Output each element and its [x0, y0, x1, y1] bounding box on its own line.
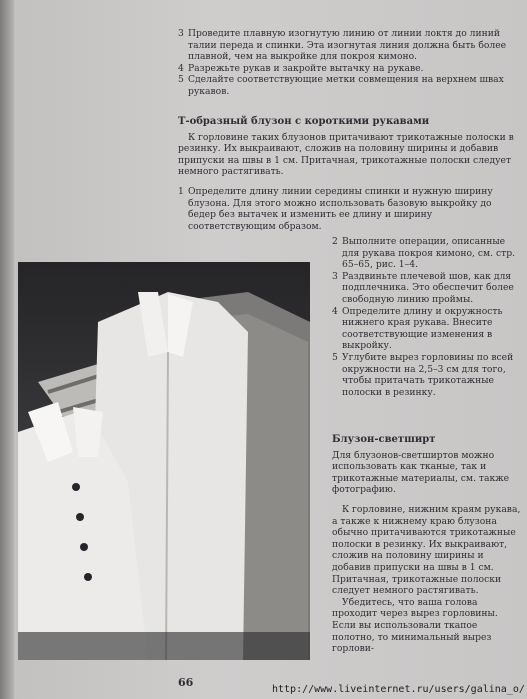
paragraph: К горловине, нижним краям рукава, а также к нижнему краю блузона обычно притачиваются трикотажные полоски в резинку. Их выкраивают, сложив на половину ширины и добавив припуски на швы в 1 см. Притачная, трикотажные полоски следует немного растягивать.	[332, 503, 521, 597]
item-text: Определите длину и окружность нижнего края рукава. Внесите соответствующие изменения в выкройку.	[342, 305, 503, 352]
section-intro: К горловине таких блузонов притачивают трикотажные полоски в резинку. Их выкраивают, сложив на половину ширины и добавив припуски на швы в 1 см. Притачная, трикотажные полоски следует немного растягивать.	[178, 131, 514, 178]
item-number: 5	[332, 351, 338, 363]
paragraph: Убедитесь, что ваша голова проходит через вырез горловины. Если вы использовали ткапое полотно, то минимальный вырез горлови-	[332, 596, 498, 655]
item-number: 3	[332, 270, 338, 282]
item-number: 5	[178, 74, 184, 86]
item-number: 1	[178, 185, 184, 197]
list-item	[178, 28, 518, 63]
item-text: Сделайте соответствующие метки совмещения на верхнем швах рукавов.	[188, 74, 504, 97]
book-binding-shadow	[0, 0, 14, 699]
item-text: Разрежьте рукав и закройте вытачку на рукаве.	[188, 62, 424, 74]
item-text: Проведите плавную изогнутую линию от линии локтя до линий талии переда и спинки. Эта изогнутая линия должна быть более плавной, чем на выкройке для покроя кимоно.	[188, 28, 507, 63]
list-item	[178, 186, 520, 232]
right-steps	[332, 236, 522, 398]
item-text: Углубите вырез горловины по всей окружности на 2,5–3 см для того, чтобы притачать трикотажные полоски в резинку.	[342, 351, 514, 398]
item-text: Определите длину линии середины спинки и нужную ширину блузона. Для этого можно использовать базовую выкройку до бедер без вытачек и изменить ее длину и ширину соответствующим образом.	[188, 185, 493, 232]
list-item	[178, 74, 518, 97]
item-text: Выполните операции, описанные для рукава покроя кимоно, см. стр. 65–65, рис. 1–4.	[342, 236, 516, 271]
blouse-photo	[18, 262, 310, 660]
item-number: 2	[332, 236, 338, 247]
item-number: 4	[332, 305, 338, 317]
section-sweatshirt	[332, 434, 522, 655]
list-item	[332, 236, 522, 271]
blouse-photo-graphic	[18, 262, 310, 660]
list-item	[332, 306, 522, 352]
watermark-url: http://www.liveinternet.ru/users/galina_o/	[272, 684, 525, 695]
paragraph: Для блузонов-светширтов можно использовать как тканые, так и трикотажные материалы, см. также фотографию.	[332, 449, 510, 496]
list-item	[178, 63, 518, 75]
item-number: 4	[178, 62, 184, 74]
item-number: 3	[178, 28, 184, 39]
list-item	[332, 352, 522, 398]
section-t-blouse	[178, 116, 520, 232]
top-instructions	[178, 28, 518, 98]
page-number: 66	[178, 676, 194, 689]
item-text: Раздвиньте плечевой шов, как для подплечника. Это обеспечит более свободную линию проймы.	[342, 270, 514, 305]
section-heading: Т-образный блузон с короткими рукавами	[178, 116, 430, 127]
section-heading: Блузон-светширт	[332, 434, 436, 445]
list-item	[332, 271, 522, 306]
